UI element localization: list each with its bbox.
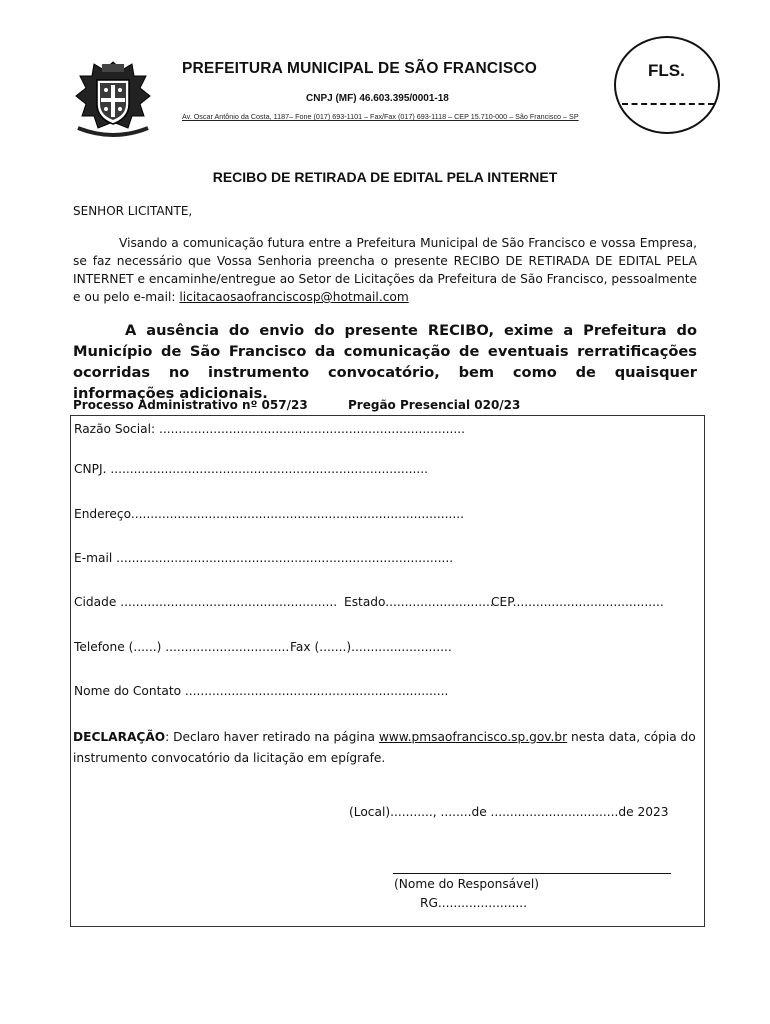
field-email[interactable]: E-mail ....................................................................................... (74, 551, 454, 565)
website-link[interactable]: www.pmsaofrancisco.sp.gov.br (378, 730, 568, 744)
field-cidade[interactable]: Cidade ........................................................ (74, 595, 338, 609)
header-cnpj: CNPJ (MF) 46.603.395/0001-18 (306, 93, 449, 104)
notice-paragraph: A ausência do envio do presente RECIBO, exime a Prefeitura do Município de São Francisco da comunicação de eventuais rerratificações ocorridas no instrumento convocatório, bem como de quaisquer informações adicionais. (73, 322, 697, 402)
page-stamp-circle (614, 36, 720, 134)
field-endereco[interactable]: Endereço...................................................................................... (74, 507, 465, 521)
field-rg[interactable]: RG....................... (420, 896, 528, 910)
field-fax[interactable]: Fax (.......).......................... (290, 640, 452, 654)
email-link[interactable]: licitacaosaofranciscosp@hotmail.com (179, 290, 409, 304)
header-title: PREFEITURA MUNICIPAL DE SÃO FRANCISCO (182, 60, 538, 77)
page-stamp-label: FLS. (648, 61, 685, 80)
document-title: RECIBO DE RETIRADA DE EDITAL PELA INTERNET (212, 169, 558, 185)
declaration (73, 727, 703, 769)
responsible-name-label: (Nome do Responsável) (394, 877, 539, 891)
field-telefone[interactable]: Telefone (......) ................................ (74, 640, 290, 654)
page-stamp-line (622, 103, 714, 105)
declaration-label: DECLARAÇÃO (73, 730, 166, 744)
header-address: Av. Oscar Antônio da Costa, 1187– Fone (017) 693-1101 – Fax/Fax (017) 693-1118 – CEP 15.710-000 – São Francisco – SP (182, 112, 579, 121)
signature-line (393, 873, 671, 874)
coat-of-arms-icon (70, 58, 156, 138)
field-cep[interactable]: CEP....................................... (491, 595, 664, 609)
intro-paragraph (73, 234, 697, 306)
form-box (70, 415, 705, 927)
intro-text: Visando a comunicação futura entre a Prefeitura Municipal de São Francisco e vossa Empresa, se faz necessário que Vossa Senhoria preencha o presente RECIBO DE RETIRADA DE EDITAL PELA INTERNET e encaminhe/entregue ao Setor de Licitações da Prefeitura de São Francisco, pessoalmente e ou pelo e-mail: (73, 236, 697, 304)
greeting: SENHOR LICITANTE, (73, 204, 193, 218)
declaration-text-post: nesta data, cópia do instrumento convocatório da licitação em epígrafe. (73, 730, 696, 765)
field-cnpj[interactable]: CNPJ. .................................................................................. (74, 462, 428, 476)
date-line[interactable]: (Local)..........., ........de .................................de 2023 (349, 805, 669, 819)
declaration-text-pre: : Declaro haver retirado na página (165, 730, 379, 744)
field-razao-social[interactable]: Razão Social: ............................................................................... (74, 422, 466, 436)
auction-number: Pregão Presencial 020/23 (348, 398, 521, 412)
process-number: Processo Administrativo nº 057/23 (73, 398, 308, 412)
field-estado[interactable]: Estado............................ (344, 595, 494, 609)
field-nome-contato[interactable]: Nome do Contato .................................................................... (74, 684, 449, 698)
